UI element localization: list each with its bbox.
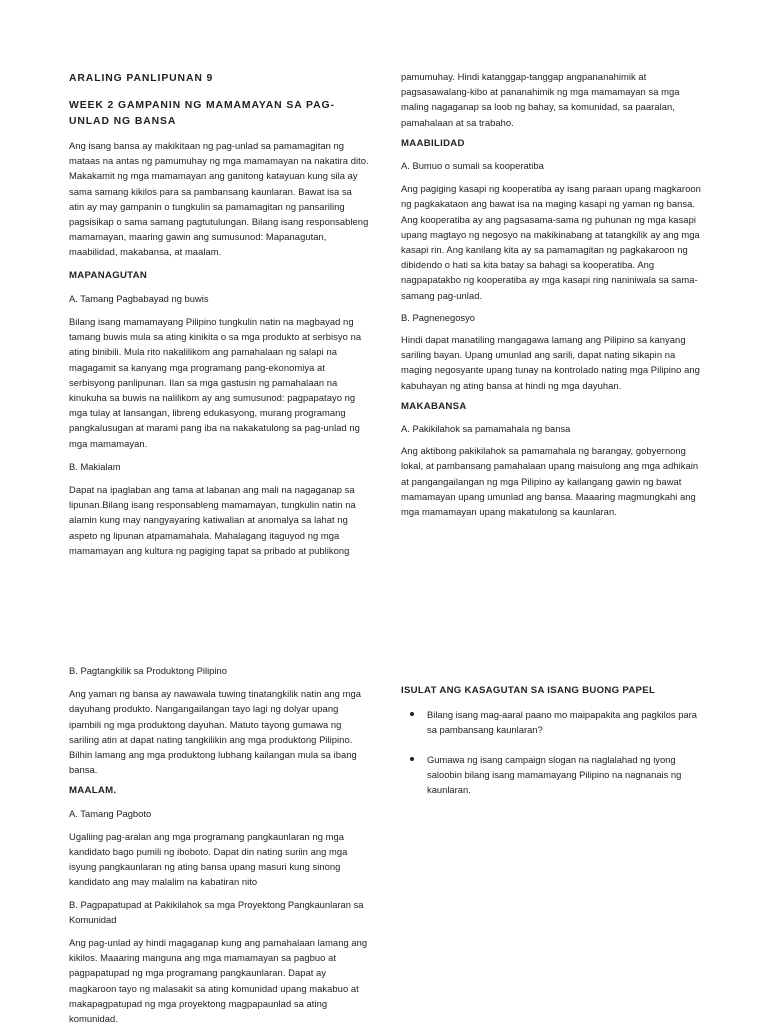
section-heading-makabansa: MAKABANSA	[401, 400, 467, 412]
task-question-2: Gumawa ng isang campaign slogan na naglalahad ng iyong saloobin bilang isang mamamayang Pilipino na nagnanais ng kaunlaran.	[427, 753, 682, 796]
task-question-1: Bilang isang mag-aaral paano mo maipapakita ang pagkilos para sa pambansang kaunlaran?	[427, 709, 697, 736]
subheading-pagpapatupad: B. Pagpapatupad at Pakikilahok sa mga Proyektong Pangkaunlaran sa Komunidad	[69, 898, 364, 925]
document-title: ARALING PANLIPUNAN 9	[69, 73, 214, 84]
page1-left-column	[69, 71, 369, 558]
section-heading-maalam: MAALAM.	[69, 785, 117, 797]
page2-right-column	[401, 683, 701, 811]
subheading-pakikilahok: A. Pakikilahok sa pamamahala ng bansa	[401, 423, 571, 435]
subheading-tamang-pagbabayad: A. Tamang Pagbabayad ng buwis	[69, 292, 209, 304]
paragraph-pagnenegosyo: Hindi dapat manatiling mangagawa lamang ang Pilipino sa kanyang sariling bayan. Upang umunlad ang sarili, dapat nating sikapin na maging negosyante upang tunay na kontrolado nating mga Pilipino ang kabuhayan ng ating bansa at hindi ng mga dayuhan.	[401, 334, 700, 391]
subheading-pagtangkilik: B. Pagtangkilik sa Produktong Pilipino	[69, 665, 227, 676]
page1-right-column	[401, 69, 701, 519]
paragraph-pakikilahok: Ang aktibong pakikilahok sa pamamahala ng barangay, gobyernong lokal, at pambansang pamahalaan upang maisulong ang mga adhikain at pangangailangan ng mga Pilipino ay kailangang gawin ng bawat mamamayan upang umunlad ang bansa. Maaaring magmungkahi ang mga mamamayan upang makatulong sa kaunlaran.	[401, 445, 699, 518]
section-heading-maabilidad: MAABILIDAD	[401, 137, 465, 149]
subheading-kooperatiba: A. Bumuo o sumali sa kooperatiba	[401, 160, 544, 172]
paragraph-kooperatiba: Ang pagiging kasapi ng kooperatiba ay isang paraan upang magkaroon ng pagkakataon ang bawat isa na maging kasapi ng yaman ng bansa. Ang kooperatiba ay ang pagsasama-sama ng puhunan ng mga kasapi upang magtayo ng negosyo na makikinabang at tatangkilik ay ang mga kasapi rin. Ang kanilang kita ay sa pamamagitan ng pagkakaroon ng dibidendo o hati sa kita batay sa bahagi sa kooperatiba. Ang nagpapatakbo ng kooperatiba ay mga kasapi ring naniniwala sa sama-samang pag-unlad.	[401, 183, 701, 301]
task-list	[401, 707, 701, 797]
bullet-icon	[410, 712, 414, 716]
task-heading: ISULAT ANG KASAGUTAN SA ISANG BUONG PAPEL	[401, 685, 656, 696]
paragraph-makialam-continued: pamumuhay. Hindi katanggap-tanggap angpananahimik at pagsasawalang-kibo at pananahimik ng mga mamamayan sa mga maling nagaganap sa loob ng bahay, sa komunidad, sa paaralan, pamahalaan at sa trabaho.	[401, 71, 680, 128]
list-item	[401, 707, 701, 737]
subheading-tamang-pagboto: A. Tamang Pagboto	[69, 807, 152, 819]
paragraph-pagtangkilik: Ang yaman ng bansa ay nawawala tuwing tinatangkilik natin ang mga dayuhang produkto. Nangangailangan tayo lagi ng dolyar upang ipambili ng mga produktong dayuhan. Matuto tayong gumawa ng sariling atin at dapat nating tangkilikin ang mga produktong Pilipino. Bilhin lamang ang mga produktong lubhang kailangan mula sa ibang bansa.	[69, 688, 361, 776]
section-heading-mapanagutan: MAPANAGUTAN	[69, 269, 148, 281]
intro-paragraph: Ang isang bansa ay makikitaan ng pag-unlad sa pamamagitan ng mataas na antas ng pamumuhay ng mga mamamayan na nakatira dito. Makakamit ng mga mamamayan ang ganitong katayuan kung sila ay sama samang kikilos para sa pambansang kaunlaran. Bawat isa sa atin ay may gampanin o tungkulin sa pamamagitan ng pansariling pagsisikap o sama samang pagtutulungan. Bilang isang responsableng mamamayan, maaring gawin ang sumusunod: Mapanagutan, maabilidad, makabansa, at maalam.	[69, 140, 369, 258]
subheading-pagnenegosyo: B. Pagnenegosyo	[401, 311, 476, 323]
paragraph-pagpapatupad: Ang pag-unlad ay hindi magaganap kung ang pamahalaan lamang ang kikilos. Maaaring manguna ang mga mamamayan sa pagbuo at pagpapatupad ng mga programang pangkaunlaran. Dapat ay magkaroon tayo ng malasakit sa ating komunidad upang makabuo at makapagpatupad ng mga proyektong magpapaunlad sa ating komunidad.	[69, 937, 368, 1025]
paragraph-buwis: Bilang isang mamamayang Pilipino tungkulin natin na magbayad ng tamang buwis mula sa ating kinikita o sa mga produkto at serbisyo na ating binibili. Mula rito nakalilikom ang pamahalaan ng salapi na magagamit sa kanyang mga programang pang-ekonomiya at serbisyong panlipunan. Ilan sa mga gastusin ng pamahalaan na kinukuha sa buwis na nalilikom ay ang sumusunod: pagpapatayo ng mga tulay at lansangan, libreng edukasyong, murang programang pangkalusugan at marami pang iba na nakakatulong sa pag-unlad ng mga mamamayan.	[69, 316, 362, 449]
week-title: WEEK 2 GAMPANIN NG MAMAMAYAN SA PAG-UNLAD NG BANSA	[69, 100, 335, 127]
paragraph-pagboto: Ugaliing pag-aralan ang mga programang pangkaunlaran ng mga kandidato bago pumili ng iboboto. Dapat din nating suriin ang mga isyung pangkaunlaran ng ating bansa upang masuri kung sinong kandidato ang may malalim na kabatiran nito	[69, 830, 348, 888]
paragraph-makialam: Dapat na ipaglaban ang tama at labanan ang mali na nagaganap sa lipunan.Bilang isang responsableng mamamayan, tungkulin natin na alamin kung may nangyayaring katiwalian at anomalya sa lahat ng aspeto ng lipunan atpamamahala. Mahalagang itaguyod ng mga mamamayan ang kultura ng pagiging tapat sa pribado at publikong	[69, 484, 356, 556]
page2-left-column	[69, 663, 369, 1026]
subheading-makialam: B. Makialam	[69, 460, 121, 472]
bullet-icon	[410, 757, 414, 761]
list-item	[401, 752, 701, 798]
